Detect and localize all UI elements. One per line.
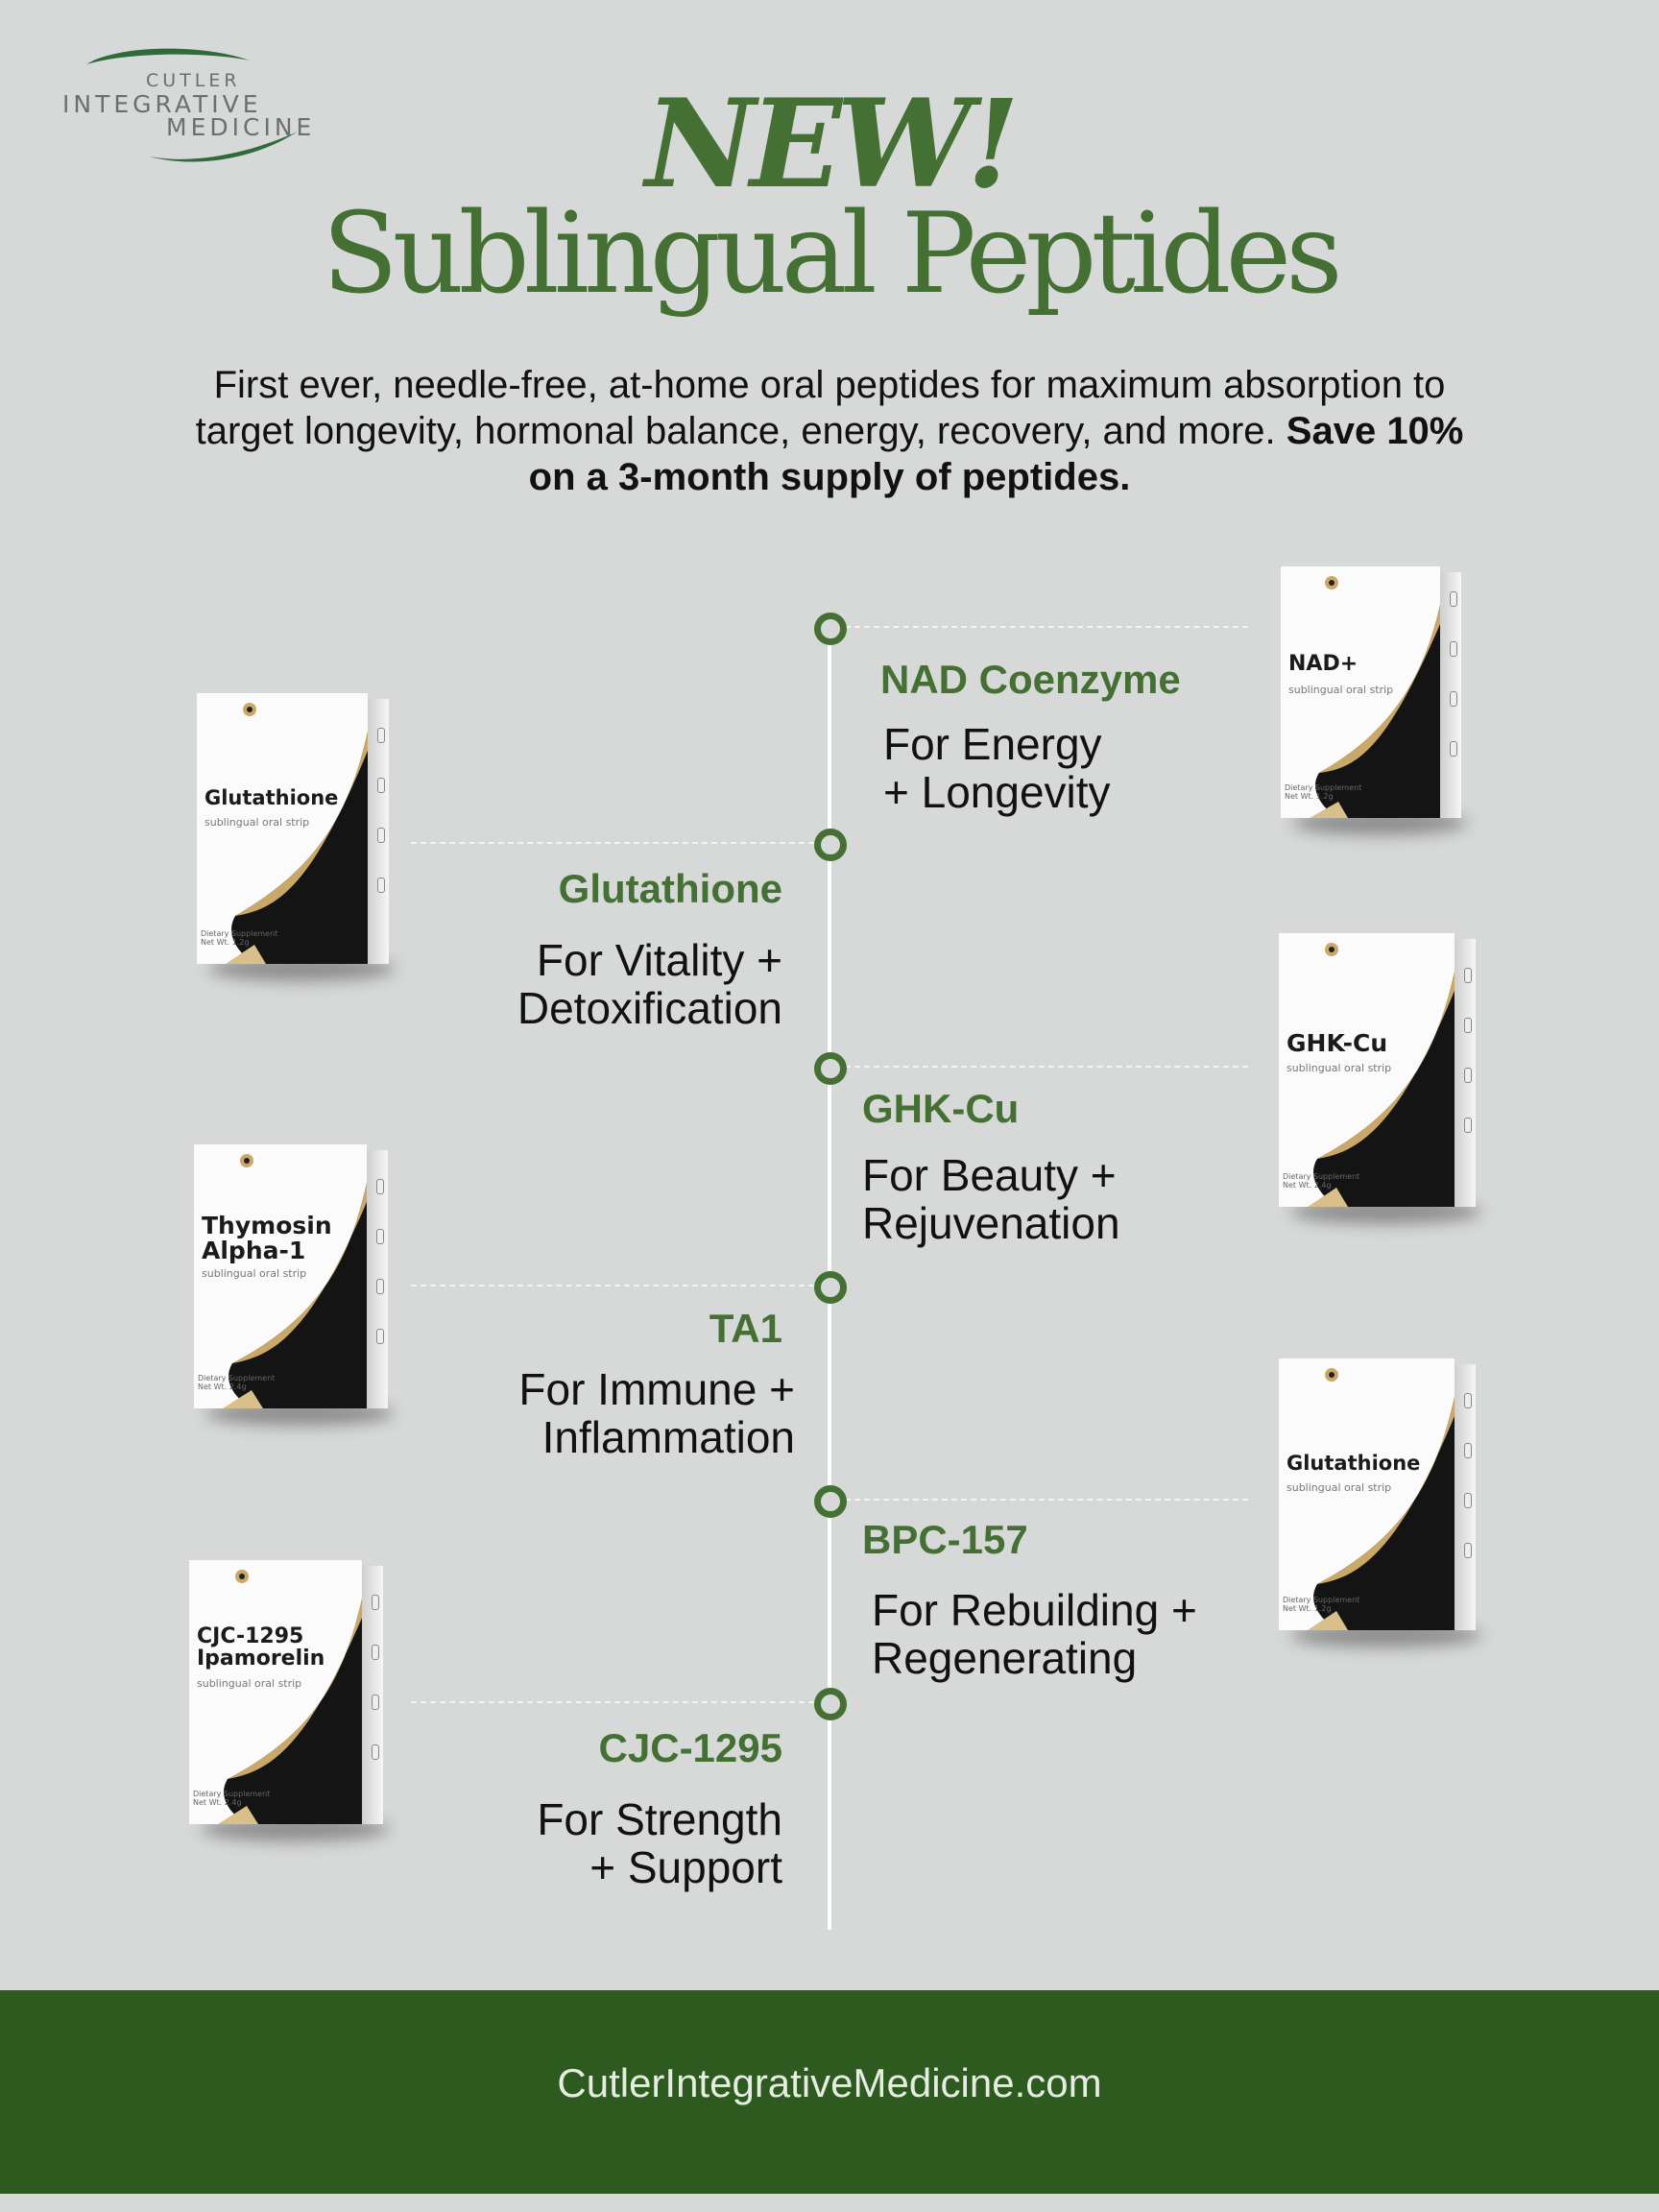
emblem-icon — [1323, 939, 1340, 960]
benefit-line: Rejuvenation — [862, 1198, 1120, 1248]
timeline-connector — [411, 842, 814, 844]
timeline-connector — [411, 1701, 814, 1703]
product-box-glutathione — [197, 693, 389, 964]
benefit-line: For Rebuilding + — [872, 1585, 1197, 1635]
benefit-line: Detoxification — [517, 983, 782, 1033]
product-name: CJC-1295 Ipamorelin — [197, 1624, 325, 1671]
intro-text: First ever, needle-free, at-home oral peptides for maximum absorption to target longevity, hormonal balance, energy, recovery, and more. — [195, 364, 1446, 452]
box-swoosh-icon — [1279, 1358, 1455, 1630]
product-footnote: Dietary Supplement Net Wt. 2.4g — [1283, 1172, 1360, 1190]
product-box-glutathione-right — [1279, 1358, 1476, 1630]
product-box-cjc-1295 — [189, 1560, 383, 1824]
benefit-line: For Energy — [883, 719, 1102, 769]
timeline-connector — [411, 1285, 814, 1286]
benefit-line: + Longevity — [883, 767, 1111, 817]
intro-paragraph — [173, 362, 1486, 500]
timeline-item-name: NAD Coenzyme — [880, 657, 1181, 702]
benefit-line: For Vitality + — [536, 935, 782, 985]
emblem-icon — [1323, 572, 1340, 593]
emblem-icon — [233, 1566, 251, 1587]
logo-text-cutler: CUTLER — [146, 70, 241, 91]
timeline-item-benefit — [883, 720, 1111, 816]
benefit-line: + Support — [589, 1842, 782, 1892]
benefit-line: Regenerating — [872, 1633, 1138, 1683]
timeline-item-benefit — [517, 936, 782, 1032]
timeline-node — [814, 829, 847, 861]
product-footnote: Dietary Supplement Net Wt. 1.2g — [1283, 1596, 1360, 1613]
product-footnote: Dietary Supplement Net Wt. 1.2g — [201, 929, 278, 947]
intro-offer: Save 10% on a 3-month supply of peptides. — [528, 410, 1464, 498]
product-name: NAD+ — [1288, 652, 1358, 676]
timeline-node — [814, 613, 847, 645]
product-footnote: Dietary Supplement Net Wt. 1.2g — [1285, 783, 1362, 801]
box-swoosh-icon — [189, 1560, 362, 1824]
product-subtitle: sublingual oral strip — [1288, 684, 1394, 696]
emblem-icon — [238, 1150, 255, 1171]
benefit-line: For Strength — [537, 1794, 782, 1844]
timeline-connector — [845, 1499, 1248, 1501]
benefit-line: For Immune + — [518, 1364, 795, 1414]
product-subtitle: sublingual oral strip — [197, 1677, 302, 1690]
product-subtitle: sublingual oral strip — [202, 1267, 307, 1280]
product-name: GHK-Cu — [1286, 1029, 1388, 1057]
product-box-ghk-cu — [1279, 933, 1476, 1207]
box-swoosh-icon — [197, 693, 368, 964]
timeline-item-name: BPC-157 — [862, 1517, 1028, 1562]
timeline-item-benefit — [872, 1586, 1197, 1682]
product-name: Glutathione — [204, 786, 339, 809]
product-footnote: Dietary Supplement Net Wt. 2.4g — [198, 1374, 276, 1391]
emblem-icon — [1323, 1364, 1340, 1385]
timeline-node — [814, 1485, 847, 1518]
timeline-node — [814, 1271, 847, 1304]
timeline-connector — [845, 626, 1248, 628]
timeline-item-name: GHK-Cu — [862, 1086, 1020, 1131]
timeline-item-name: CJC-1295 — [598, 1725, 782, 1770]
timeline-node — [814, 1052, 847, 1085]
benefit-line: Inflammation — [541, 1412, 795, 1462]
logo-text-integrative: INTEGRATIVE — [62, 90, 262, 118]
product-footnote: Dietary Supplement Net Wt. 2.4g — [193, 1790, 271, 1807]
product-subtitle: sublingual oral strip — [1286, 1481, 1392, 1494]
product-name: Thymosin Alpha-1 — [202, 1212, 332, 1265]
timeline-item-benefit — [537, 1795, 782, 1891]
timeline-connector — [845, 1066, 1248, 1068]
product-subtitle: sublingual oral strip — [1286, 1062, 1392, 1074]
timeline-item-name: TA1 — [709, 1306, 782, 1351]
benefit-line: For Beauty + — [862, 1150, 1117, 1200]
page-title: Sublingual Peptides — [322, 189, 1337, 319]
timeline-node — [814, 1688, 847, 1720]
timeline-item-benefit — [862, 1151, 1120, 1247]
headline-new: NEW! — [644, 73, 1015, 215]
footer-website-link[interactable]: CutlerIntegrativeMedicine.com — [557, 2060, 1102, 2105]
logo-text-medicine: MEDICINE — [166, 113, 316, 141]
product-name: Glutathione — [1286, 1452, 1421, 1475]
product-box-thymosin — [194, 1144, 388, 1408]
timeline-item-benefit — [518, 1365, 795, 1461]
timeline-item-name: Glutathione — [558, 866, 782, 911]
product-subtitle: sublingual oral strip — [204, 816, 310, 829]
product-box-nad — [1281, 566, 1461, 818]
emblem-icon — [241, 699, 258, 720]
